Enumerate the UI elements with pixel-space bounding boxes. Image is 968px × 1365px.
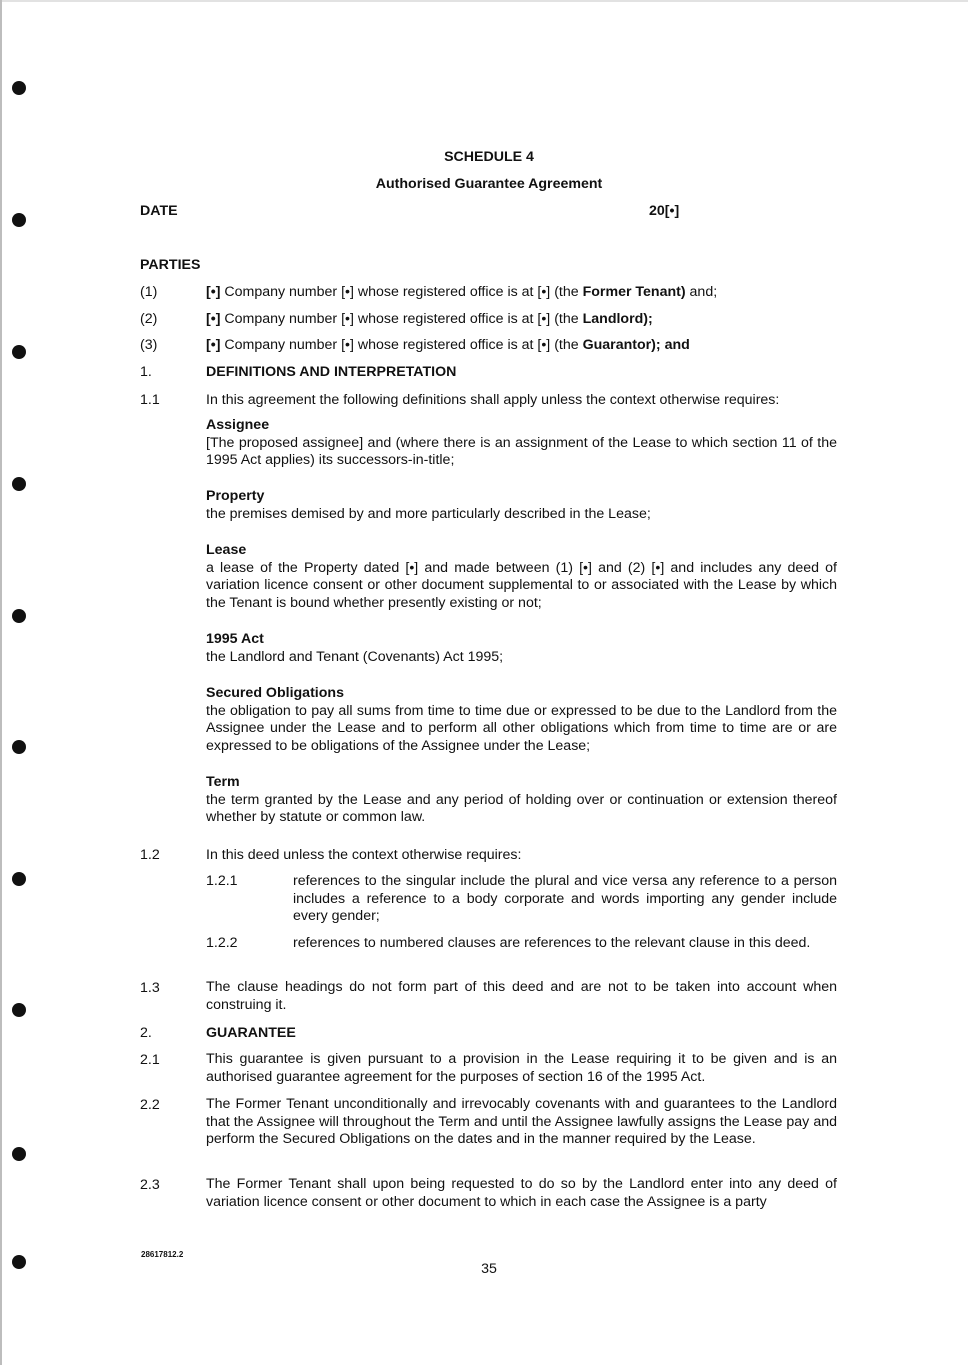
party-number: (2) — [140, 311, 158, 327]
party-placeholder: [•] — [206, 284, 221, 300]
clause-number: 2.1 — [140, 1052, 160, 1068]
definition-text: the Landlord and Tenant (Covenants) Act 1995; — [206, 648, 504, 665]
page-number: 35 — [481, 1261, 497, 1277]
definition — [206, 685, 837, 755]
clause-number: 1.1 — [140, 392, 160, 408]
definition-text: the obligation to pay all sums from time to time due or expressed to be due to the Landlord from the Assignee under the Lease and to perform all other obligations which from time to time are or are expressed to be obligations of the Assignee under the Lease; — [206, 702, 837, 754]
section-heading: GUARANTEE — [206, 1025, 296, 1041]
party-placeholder: [•] — [206, 337, 221, 353]
date-label: DATE — [140, 203, 178, 219]
punch-hole — [12, 740, 26, 754]
section-number: 1. — [140, 364, 152, 380]
subclause-text: references to the singular include the plural and vice versa any reference to a person includes a reference to a body corporate and words importing any gender include every gender; — [293, 873, 837, 925]
clause-text: In this deed unless the context otherwise requires: — [206, 847, 522, 863]
clause-number: 2.3 — [140, 1177, 160, 1193]
punch-hole — [12, 609, 26, 623]
definition-text: a lease of the Property dated [•] and made between (1) [•] and (2) [•] and includes any deed of variation licence consent or other document supplemental to or associated with the Lease by which the Tenant is bound whether presently existing or not; — [206, 559, 837, 611]
subclause-text: references to numbered clauses are references to the relevant clause in this deed. — [293, 935, 811, 951]
definition-term: Term — [206, 774, 240, 790]
definition — [206, 631, 837, 666]
party-text: Company number [•] whose registered office is at [•] (the — [220, 311, 583, 327]
definition — [206, 488, 837, 523]
party-text: Company number [•] whose registered office is at [•] (the — [220, 284, 583, 300]
definition — [206, 542, 837, 612]
punch-hole — [12, 1003, 26, 1017]
page-top-edge — [0, 0, 968, 2]
punch-hole — [12, 213, 26, 227]
punch-hole — [12, 81, 26, 95]
clause-number: 2.2 — [140, 1097, 160, 1113]
definition-term: Secured Obligations — [206, 685, 344, 701]
party-text: Company number [•] whose registered office is at [•] (the — [220, 337, 583, 353]
clause-text: The Former Tenant shall upon being requested to do so by the Landlord enter into any deed of variation licence consent or other document to which in each case the Assignee is a party — [206, 1176, 837, 1210]
definition-text: [The proposed assignee] and (where there is an assignment of the Lease to which section 11 of the 1995 Act applies) its successors-in-title; — [206, 434, 837, 469]
definition-term: Assignee — [206, 417, 270, 433]
clause-text: The Former Tenant unconditionally and irrevocably covenants with and guarantees to the Landlord that the Assignee will throughout the Term and until the Assignee lawfully assigns the Lease pay and perform the Secured Obligations on the dates and in the manner required by the Lease. — [206, 1096, 837, 1148]
section-number: 2. — [140, 1025, 152, 1041]
clause-text: The clause headings do not form part of this deed and are not to be taken into account when construing it. — [206, 979, 837, 1013]
party-entry — [206, 336, 690, 354]
punch-hole — [12, 1147, 26, 1161]
party-entry — [206, 283, 717, 301]
schedule-title: SCHEDULE 4 — [444, 149, 534, 165]
subclause-number: 1.2.1 — [206, 873, 238, 889]
party-number: (3) — [140, 337, 158, 353]
definition-text: the term granted by the Lease and any period of holding over or continuation or extension thereof whether by statute or common law. — [206, 791, 837, 826]
clause-text: In this agreement the following definitions shall apply unless the context otherwise requires: — [206, 392, 780, 408]
party-defined-term: Landlord); — [582, 311, 653, 327]
clause-text: This guarantee is given pursuant to a provision in the Lease requiring it to be given and is an authorised guarantee agreement for the purposes of section 16 of the 1995 Act. — [206, 1051, 837, 1085]
party-placeholder: [•] — [206, 311, 221, 327]
punch-hole — [12, 872, 26, 886]
party-tail: and; — [685, 284, 718, 300]
definition-term: Lease — [206, 542, 247, 558]
definition-text: the premises demised by and more particularly described in the Lease; — [206, 505, 651, 522]
party-entry — [206, 310, 653, 328]
schedule-subtitle: Authorised Guarantee Agreement — [375, 176, 603, 192]
definition — [206, 774, 837, 827]
party-defined-term: Guarantor); and — [582, 337, 690, 353]
clause-number: 1.2 — [140, 847, 160, 863]
subclause-number: 1.2.2 — [206, 935, 238, 951]
definition — [206, 417, 837, 470]
definition-term: Property — [206, 488, 265, 504]
punch-hole — [12, 345, 26, 359]
page-left-edge — [0, 0, 2, 1365]
section-heading: DEFINITIONS AND INTERPRETATION — [206, 364, 457, 380]
party-defined-term: Former Tenant) — [582, 284, 686, 300]
clause-number: 1.3 — [140, 980, 160, 996]
party-number: (1) — [140, 284, 158, 300]
document-reference: 28617812.2 — [141, 1250, 184, 1259]
punch-hole — [12, 477, 26, 491]
date-value: 20[•] — [649, 203, 680, 219]
parties-heading: PARTIES — [140, 257, 201, 273]
definition-term: 1995 Act — [206, 631, 264, 647]
